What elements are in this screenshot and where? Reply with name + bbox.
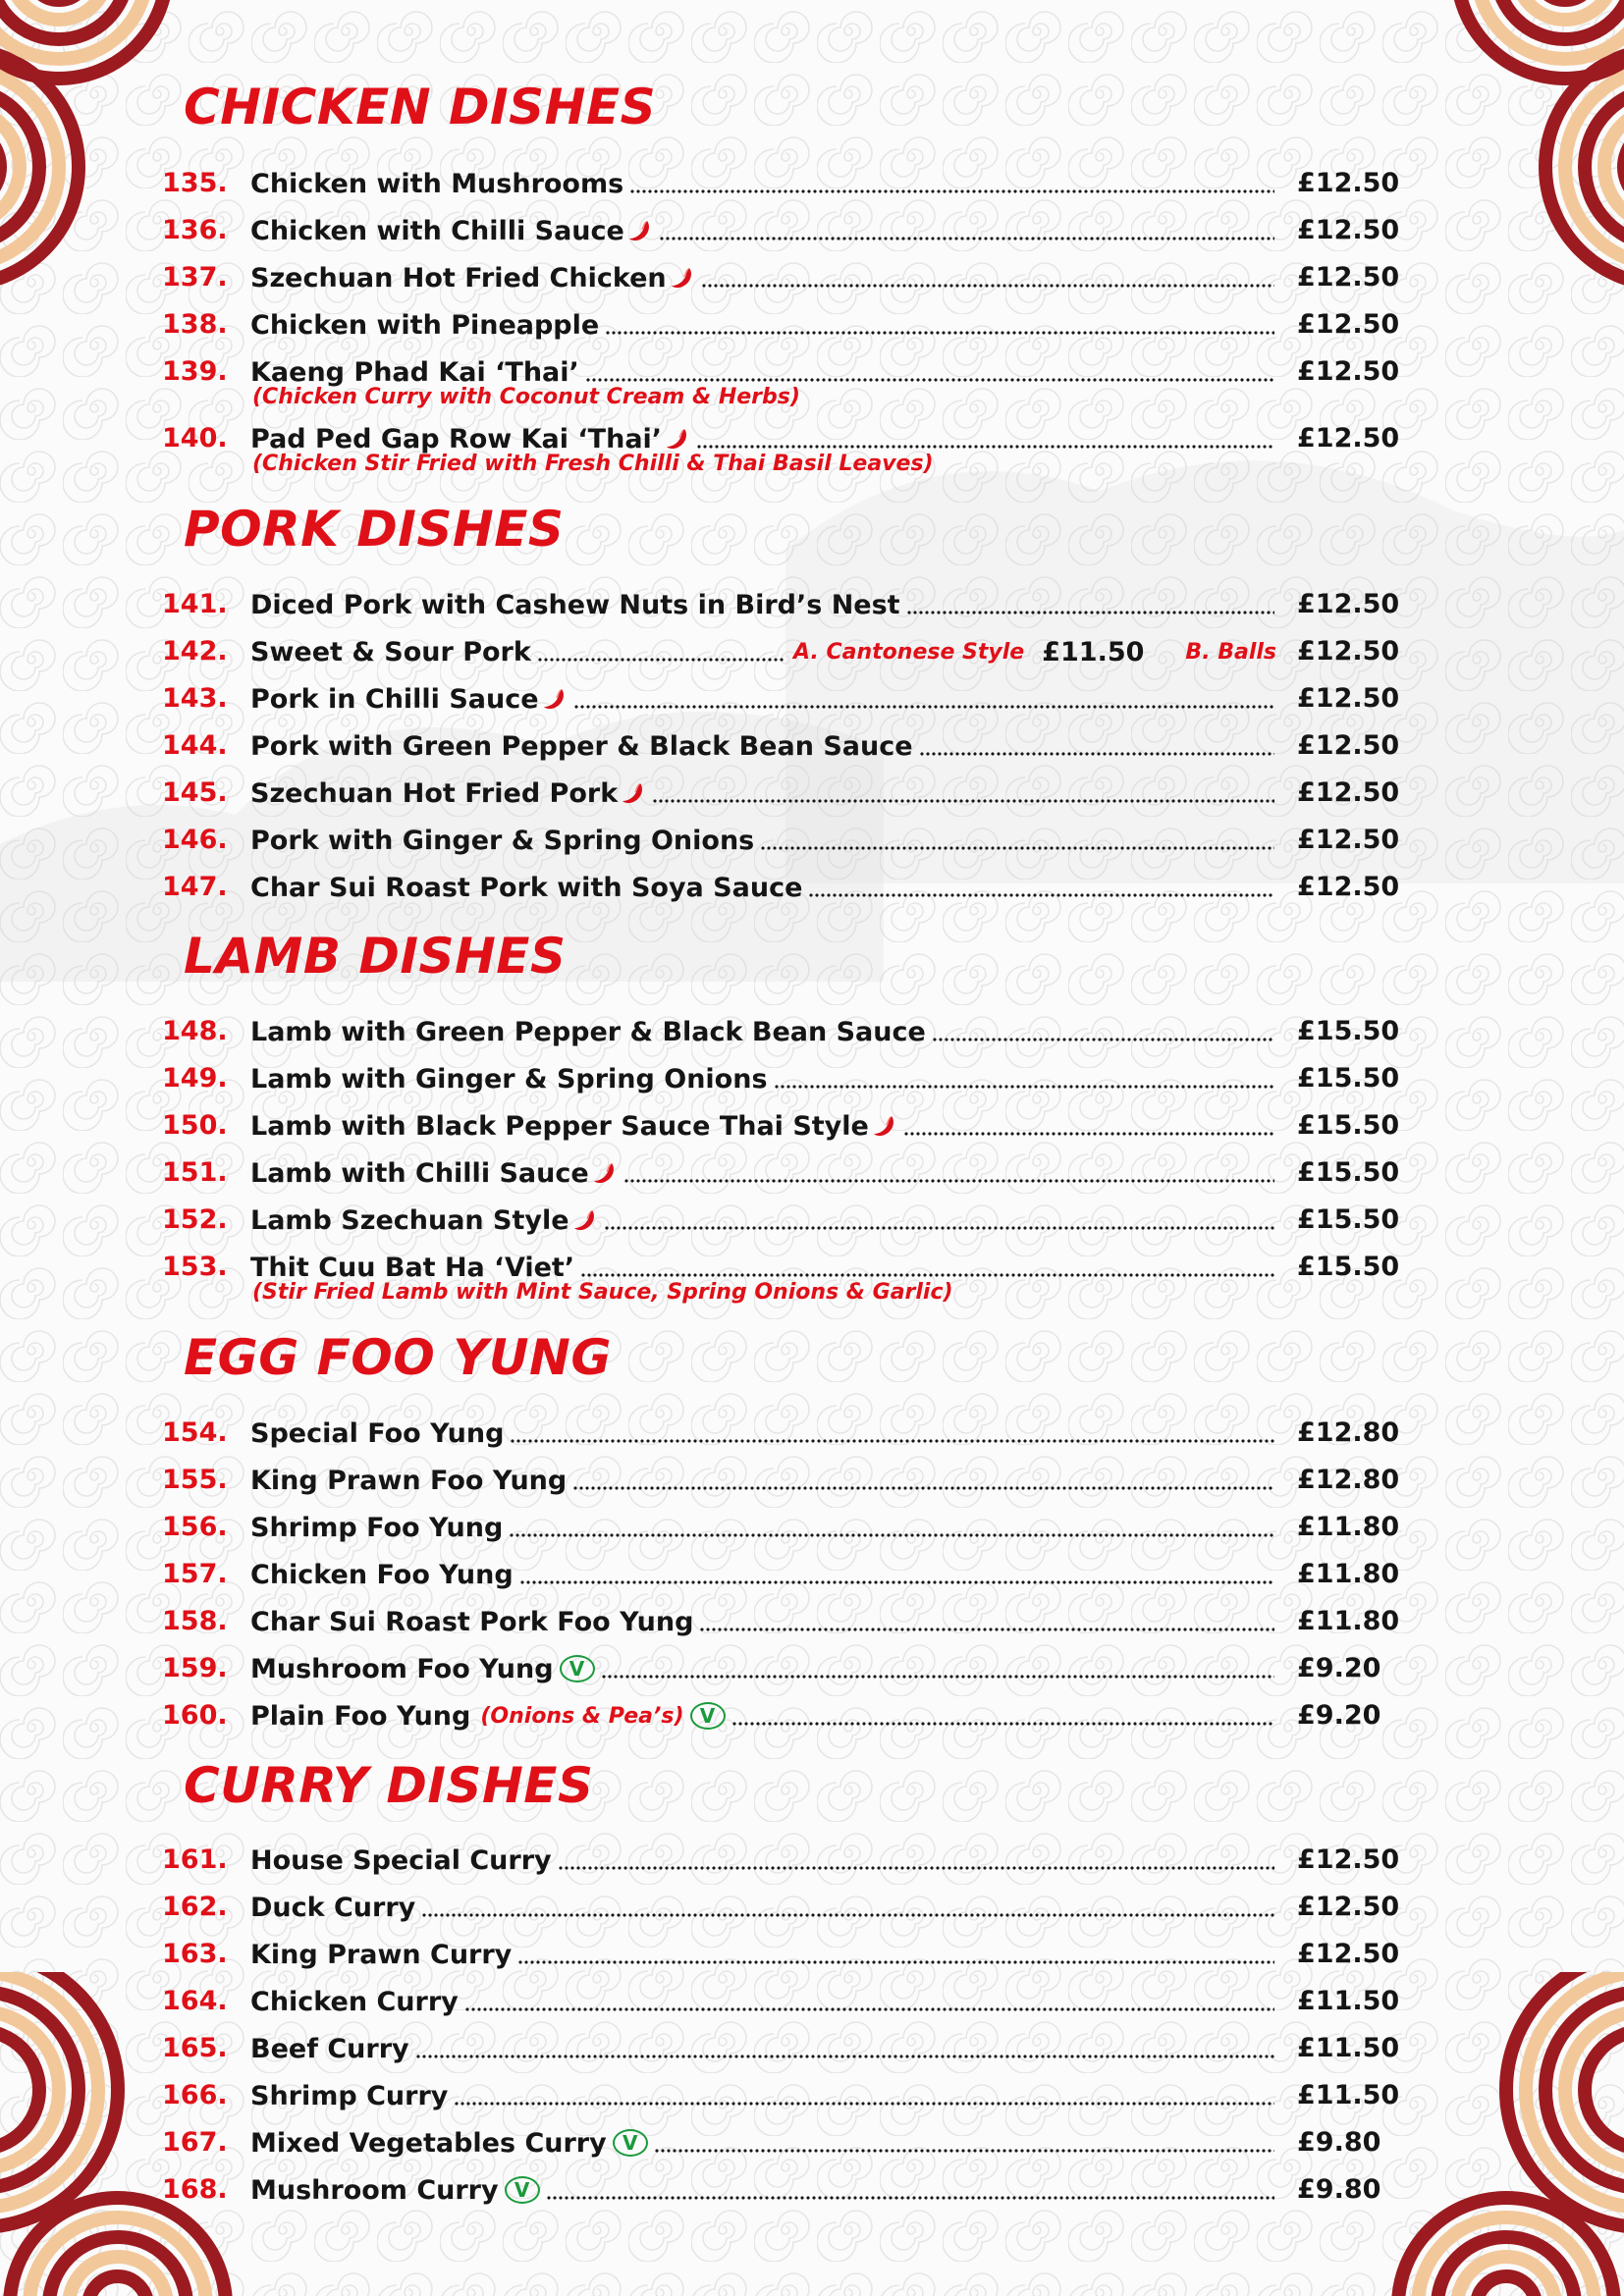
item-name: Beef Curry [250,2033,409,2064]
item-number: 142. [162,636,228,667]
item-line [250,632,1276,671]
item-name: Shrimp Curry [250,2080,449,2111]
item-price: £12.50 [1297,777,1400,808]
item-name: Lamb with Ginger & Spring Onions [250,1063,768,1095]
item-name: Char Sui Roast Pork Foo Yung [250,1606,694,1637]
section-title: EGG FOO YUNG [184,1329,612,1386]
item-number: 149. [162,1063,228,1094]
dot-leader [808,884,1274,898]
dot-leader [731,1713,1274,1727]
item-description: (Chicken Stir Fried with Fresh Chilli & Thai Basil Leaves) [252,452,934,476]
item-line [250,1059,1276,1098]
item-price: £9.20 [1297,1700,1381,1731]
item-price: £15.50 [1297,1016,1400,1046]
menu-item [162,585,1400,624]
item-price: £12.50 [1297,215,1400,245]
item-price: £11.50 [1297,2033,1400,2063]
item-number: 136. [162,215,228,245]
item-number: 152. [162,1204,228,1235]
item-price: £12.50 [1297,636,1400,667]
dot-leader [510,1430,1274,1444]
item-name: King Prawn Foo Yung [250,1465,568,1496]
item-name: Lamb Szechuan Style [250,1204,569,1236]
item-number: 147. [162,872,228,902]
dot-leader [519,1572,1274,1585]
menu-item [162,1201,1400,1240]
menu-item [162,1012,1400,1051]
item-name: Diced Pork with Cashew Nuts in Bird’s Nest [250,589,900,620]
item-number: 158. [162,1606,228,1636]
vegetarian-icon: V [505,2176,540,2204]
menu-item [162,632,1400,671]
item-price: £12.50 [1297,356,1400,387]
item-line [250,2170,1276,2210]
item-line [250,679,1276,719]
vegetarian-icon: V [613,2129,648,2157]
item-note: (Onions & Pea’s) [480,1703,684,1729]
item-price: £12.80 [1297,1465,1400,1495]
menu-item [162,305,1400,345]
menu-item [162,1555,1400,1594]
item-number: 151. [162,1157,228,1188]
item-line [250,585,1276,624]
chilli-icon [665,426,690,452]
chilli-icon [872,1113,897,1139]
item-number: 146. [162,825,228,855]
item-name: Lamb with Black Pepper Sauce Thai Style [250,1110,869,1142]
dot-leader [903,1123,1274,1137]
item-price: £12.50 [1297,423,1400,454]
chilli-icon [670,265,695,291]
dot-leader [774,1076,1274,1090]
item-line [250,1012,1276,1051]
item-price: £12.50 [1297,1892,1400,1922]
item-name: Thit Cuu Bat Ha ‘Viet’ [250,1252,575,1283]
menu-item [162,1461,1400,1500]
item-number: 165. [162,2033,228,2063]
item-line [250,1555,1276,1594]
item-line [250,1982,1276,2021]
option-a-price: £11.50 [1042,636,1145,667]
item-price: £12.50 [1297,730,1400,761]
dot-leader [573,696,1274,710]
menu-item [162,1888,1400,1927]
menu-item [162,1982,1400,2021]
item-name: Chicken with Mushrooms [250,168,624,199]
item-name: Duck Curry [250,1892,416,1923]
item-name: Mixed Vegetables Curry [250,2127,607,2159]
item-number: 135. [162,168,228,198]
item-line [250,1696,1276,1735]
item-line [250,1508,1276,1547]
item-line [250,164,1276,203]
item-name: Pork with Green Pepper & Black Bean Sauce [250,730,913,762]
menu-item [162,1153,1400,1193]
menu-item [162,2029,1400,2068]
item-number: 166. [162,2080,228,2110]
dot-leader [558,1857,1274,1871]
menu-item [162,679,1400,719]
item-number: 160. [162,1700,228,1731]
chilli-icon [592,1160,618,1186]
menu-item [162,1696,1389,1735]
item-number: 140. [162,423,228,454]
item-name: Kaeng Phad Kai ‘Thai’ [250,356,579,388]
menu-item [162,1841,1400,1880]
menu-item [162,726,1400,766]
dot-leader [509,1524,1274,1538]
item-price: £9.80 [1297,2127,1381,2158]
item-price: £12.50 [1297,872,1400,902]
dot-leader [601,1666,1274,1680]
item-line [250,1153,1276,1193]
item-name: Chicken with Chilli Sauce [250,215,624,246]
item-number: 139. [162,356,228,387]
item-number: 143. [162,683,228,714]
item-name: Lamb with Chilli Sauce [250,1157,589,1189]
item-line [250,821,1276,860]
item-name: Plain Foo Yung [250,1700,471,1732]
item-line [250,868,1276,907]
item-price: £12.50 [1297,1844,1400,1875]
item-line [250,1106,1276,1146]
item-name: House Special Curry [250,1844,552,1876]
menu-item [162,1935,1400,1974]
item-name: Szechuan Hot Fried Chicken [250,262,667,294]
item-line [250,1201,1276,1240]
item-name: Pad Ped Gap Row Kai ‘Thai’ [250,423,663,454]
item-price: £11.50 [1297,1986,1400,2016]
item-number: 150. [162,1110,228,1141]
chilli-icon [572,1207,598,1233]
item-line [250,1461,1276,1500]
dot-leader [464,1999,1274,2012]
dot-leader [919,743,1274,757]
menu-item [162,1059,1400,1098]
item-number: 168. [162,2174,228,2205]
section-title: CURRY DISHES [184,1757,594,1814]
item-price: £9.20 [1297,1653,1381,1683]
item-number: 162. [162,1892,228,1922]
item-line [250,1602,1276,1641]
item-name: Sweet & Sour Pork [250,636,531,667]
item-number: 164. [162,1986,228,2016]
item-price: £12.50 [1297,309,1400,340]
chilli-icon [542,686,568,712]
item-number: 156. [162,1512,228,1542]
item-description: (Chicken Curry with Coconut Cream & Herbs) [252,385,800,409]
item-price: £12.50 [1297,683,1400,714]
item-line [250,305,1276,345]
item-line [250,2076,1276,2115]
menu-item [162,164,1400,203]
item-name: Char Sui Roast Pork with Soya Sauce [250,872,803,903]
item-price: £11.80 [1297,1512,1400,1542]
chilli-icon [627,218,653,243]
item-number: 163. [162,1939,228,1969]
item-number: 153. [162,1252,228,1282]
item-line [250,1888,1276,1927]
menu-item [162,211,1400,250]
item-line [250,2123,1276,2163]
item-price: £11.80 [1297,1606,1400,1636]
menu-item [162,774,1400,813]
item-number: 144. [162,730,228,761]
section-title: CHICKEN DISHES [184,79,657,135]
item-price: £15.50 [1297,1204,1400,1235]
item-price: £11.80 [1297,1559,1400,1589]
dot-leader [659,228,1274,241]
item-number: 167. [162,2127,228,2158]
item-line [250,774,1276,813]
dot-leader [415,2046,1274,2059]
section-title: LAMB DISHES [184,928,567,985]
item-number: 155. [162,1465,228,1495]
item-number: 154. [162,1417,228,1448]
item-line [250,1841,1276,1880]
item-price: £15.50 [1297,1063,1400,1094]
item-number: 159. [162,1653,228,1683]
vegetarian-icon: V [560,1655,595,1682]
item-price: £15.50 [1297,1157,1400,1188]
vegetarian-icon: V [690,1702,726,1730]
dot-leader [585,369,1274,383]
dot-leader [696,436,1274,450]
item-name: Shrimp Foo Yung [250,1512,504,1543]
item-name: Chicken with Pineapple [250,309,600,341]
item-name: Mushroom Foo Yung [250,1653,554,1684]
item-line [250,211,1276,250]
dot-leader [629,181,1274,194]
item-name: Special Foo Yung [250,1417,505,1449]
item-price: £15.50 [1297,1252,1400,1282]
item-price: £12.80 [1297,1417,1400,1448]
item-price: £9.80 [1297,2174,1381,2205]
section-title: PORK DISHES [184,501,565,558]
item-number: 148. [162,1016,228,1046]
dot-leader [572,1477,1274,1491]
menu-item [162,1602,1400,1641]
item-description: (Stir Fried Lamb with Mint Sauce, Spring Onions & Garlic) [252,1280,953,1305]
dot-leader [605,322,1274,336]
item-line [250,726,1276,766]
item-price: £15.50 [1297,1110,1400,1141]
item-number: 141. [162,589,228,619]
item-number: 161. [162,1844,228,1875]
menu-item [162,1414,1400,1453]
item-name: King Prawn Curry [250,1939,513,1970]
menu-item [162,2123,1389,2163]
dot-leader [604,1217,1274,1231]
item-price: £12.50 [1297,262,1400,293]
dot-leader [906,602,1274,615]
menu-item [162,258,1400,297]
item-price: £12.50 [1297,825,1400,855]
item-number: 137. [162,262,228,293]
dot-leader [454,2093,1274,2107]
option-a-label: A. Cantonese Style [793,639,1025,665]
item-line [250,258,1276,297]
item-line [250,1935,1276,1974]
dot-leader [701,275,1274,289]
item-number: 157. [162,1559,228,1589]
item-number: 145. [162,777,228,808]
dot-leader [580,1264,1274,1278]
item-name: Chicken Curry [250,1986,459,2017]
dot-leader [517,1951,1274,1965]
item-line [250,1414,1276,1453]
item-name: Chicken Foo Yung [250,1559,514,1590]
item-price: £12.50 [1297,589,1400,619]
dot-leader [546,2187,1274,2201]
dot-leader [760,837,1274,851]
menu-item [162,821,1400,860]
menu-item [162,2170,1389,2210]
menu-item [162,868,1400,907]
menu-item [162,1106,1400,1146]
dot-leader [932,1029,1274,1042]
item-line [250,2029,1276,2068]
item-line [250,1649,1276,1688]
menu-item [162,1649,1389,1688]
menu-item [162,2076,1400,2115]
option-b-label: B. Balls [1185,639,1276,665]
dot-leader [623,1170,1274,1184]
chilli-icon [621,780,646,806]
item-name: Mushroom Curry [250,2174,499,2206]
dot-leader [537,649,784,663]
item-name: Pork with Ginger & Spring Onions [250,825,755,856]
dot-leader [654,2140,1274,2154]
dot-leader [699,1619,1274,1632]
item-price: £11.50 [1297,2080,1400,2110]
item-price: £12.50 [1297,168,1400,198]
item-name: Szechuan Hot Fried Pork [250,777,619,809]
item-name: Lamb with Green Pepper & Black Bean Sauce [250,1016,926,1047]
menu-item [162,1508,1400,1547]
item-price: £12.50 [1297,1939,1400,1969]
dot-leader [421,1904,1274,1918]
dot-leader [652,790,1274,804]
item-number: 138. [162,309,228,340]
item-name: Pork in Chilli Sauce [250,683,539,715]
